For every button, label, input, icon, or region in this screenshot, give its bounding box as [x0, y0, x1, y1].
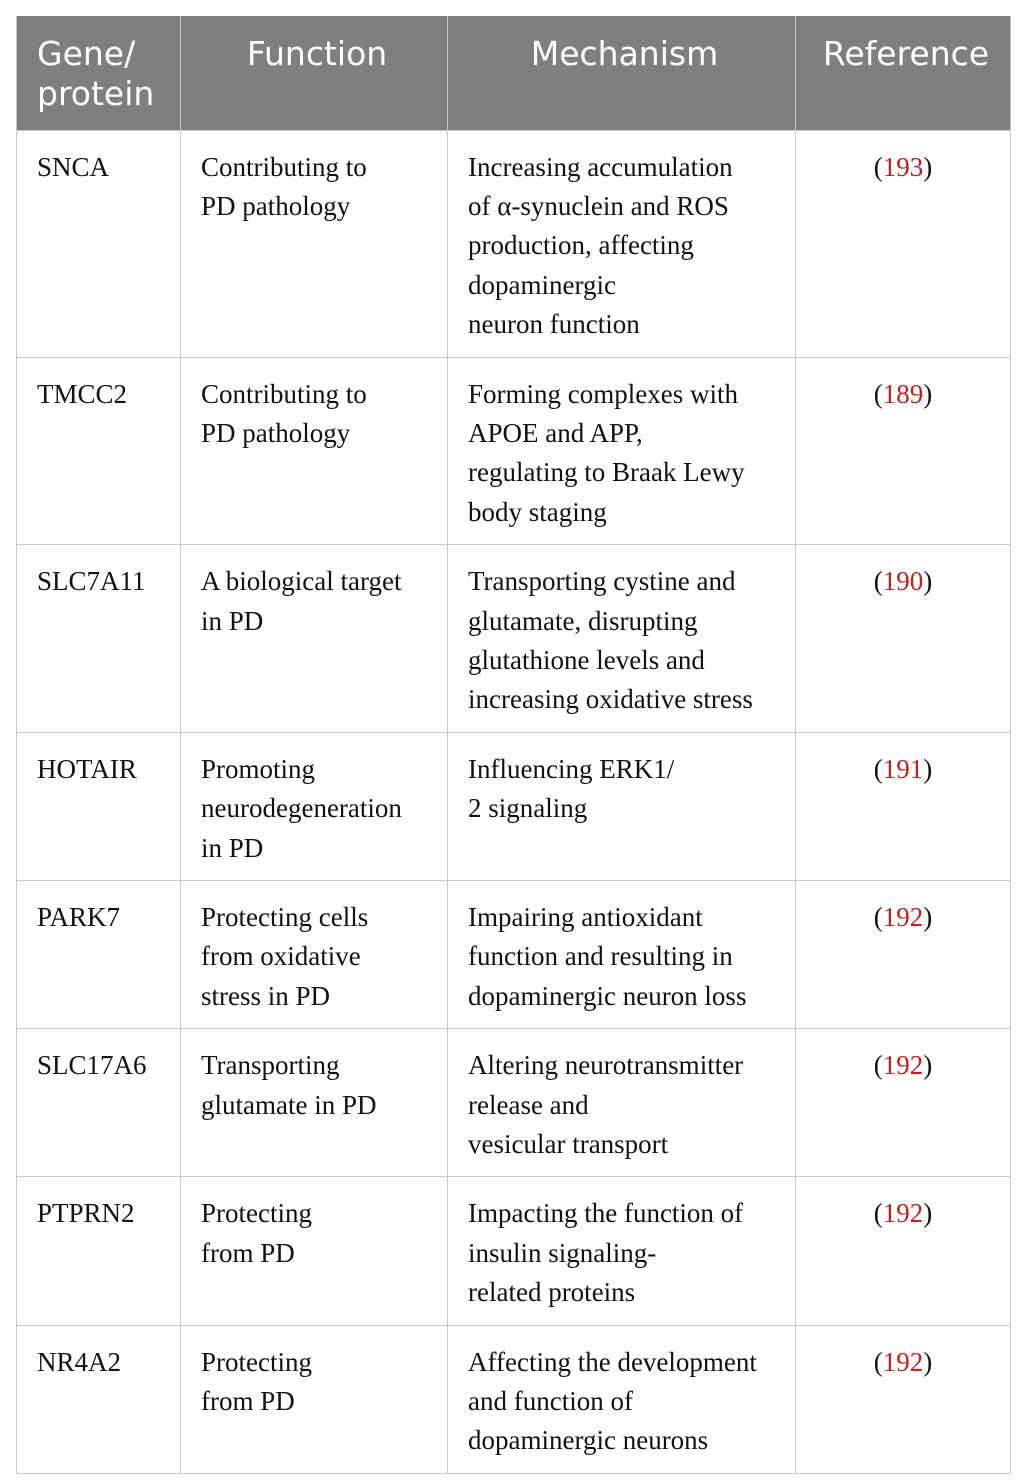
cell-gene: NR4A2	[17, 1325, 181, 1473]
header-row	[17, 16, 1011, 130]
function-line: neurodegeneration	[201, 793, 402, 824]
mechanism-line: glutamate, disrupting	[468, 605, 698, 636]
cell-reference	[796, 1177, 1011, 1325]
reference-open-paren: (	[873, 1050, 883, 1081]
mechanism-line: Influencing ERK1/	[468, 753, 675, 784]
cell-gene: PTPRN2	[17, 1177, 181, 1325]
mechanism-line: APOE and APP,	[468, 417, 643, 448]
table-row	[17, 130, 1011, 357]
mechanism-line: dopaminergic neuron loss	[468, 980, 747, 1011]
function-line: Transporting	[201, 1050, 340, 1081]
cell-reference	[796, 357, 1011, 545]
cell-function	[181, 732, 448, 880]
table-row	[17, 545, 1011, 733]
reference-open-paren: (	[873, 566, 883, 597]
cell-function	[181, 1029, 448, 1177]
cell-mechanism	[448, 545, 796, 733]
reference-close-paren: )	[923, 1050, 933, 1081]
header-function: Function	[181, 16, 448, 130]
reference-close-paren: )	[923, 902, 933, 932]
header-gene-line-2: protein	[37, 74, 155, 113]
function-line: in PD	[201, 605, 264, 636]
reference-link[interactable]: 192	[882, 1050, 924, 1081]
mechanism-line: glutathione levels and	[468, 644, 705, 675]
mechanism-line: of α-synuclein and ROS	[468, 190, 729, 221]
mechanism-line: Transporting cystine and	[468, 566, 736, 597]
function-line: from PD	[201, 1237, 295, 1268]
table-header	[17, 16, 1011, 130]
mechanism-line: related proteins	[468, 1277, 636, 1308]
mechanism-line: and function of	[468, 1386, 633, 1417]
gene-protein-table	[16, 16, 1011, 1474]
mechanism-line: regulating to Braak Lewy	[468, 457, 745, 488]
function-line: Contributing to	[201, 378, 367, 409]
cell-gene: PARK7	[17, 881, 181, 1029]
table-row	[17, 881, 1011, 1029]
mechanism-line: 2 signaling	[468, 793, 588, 824]
cell-reference	[796, 881, 1011, 1029]
cell-function	[181, 545, 448, 733]
reference-close-paren: )	[923, 378, 933, 409]
function-line: A biological target	[201, 566, 402, 597]
cell-function	[181, 881, 448, 1029]
cell-reference	[796, 1325, 1011, 1473]
reference-open-paren: (	[873, 1198, 883, 1229]
function-line: glutamate in PD	[201, 1089, 377, 1120]
cell-gene: SLC7A11	[17, 545, 181, 733]
reference-link[interactable]: 191	[882, 753, 924, 784]
mechanism-line: insulin signaling-	[468, 1237, 657, 1268]
mechanism-line: Forming complexes with	[468, 378, 738, 409]
mechanism-line: function and resulting in	[468, 941, 733, 972]
cell-reference	[796, 545, 1011, 733]
header-gene-protein	[17, 16, 181, 130]
table-row	[17, 1177, 1011, 1325]
mechanism-line: Affecting the development	[468, 1346, 757, 1377]
cell-mechanism	[448, 732, 796, 880]
cell-mechanism	[448, 881, 796, 1029]
table-row	[17, 732, 1011, 880]
reference-link[interactable]: 192	[882, 902, 924, 932]
reference-close-paren: )	[923, 566, 933, 597]
table-body	[17, 130, 1011, 1473]
cell-reference	[796, 732, 1011, 880]
mechanism-line: release and	[468, 1089, 589, 1120]
mechanism-line: dopaminergic	[468, 269, 616, 300]
cell-function	[181, 1325, 448, 1473]
function-line: in PD	[201, 832, 264, 863]
mechanism-line: neuron function	[468, 309, 640, 340]
mechanism-line: body staging	[468, 496, 607, 527]
cell-reference	[796, 130, 1011, 357]
function-line: Protecting cells	[201, 902, 369, 932]
reference-link[interactable]: 193	[882, 151, 924, 182]
mechanism-line: vesicular transport	[468, 1129, 669, 1160]
cell-reference	[796, 1029, 1011, 1177]
mechanism-line: Increasing accumulation	[468, 151, 733, 182]
cell-mechanism	[448, 1029, 796, 1177]
cell-mechanism	[448, 130, 796, 357]
cell-gene: SNCA	[17, 130, 181, 357]
cell-function	[181, 1177, 448, 1325]
function-line: Promoting	[201, 753, 316, 784]
header-reference: Reference	[796, 16, 1011, 130]
reference-link[interactable]: 189	[882, 378, 924, 409]
reference-open-paren: (	[873, 1346, 883, 1377]
cell-mechanism	[448, 1177, 796, 1325]
function-line: from oxidative	[201, 941, 361, 972]
reference-open-paren: (	[873, 902, 883, 932]
mechanism-line: Altering neurotransmitter	[468, 1050, 744, 1081]
table-row	[17, 1325, 1011, 1473]
function-line: stress in PD	[201, 980, 331, 1011]
cell-gene: SLC17A6	[17, 1029, 181, 1177]
function-line: Protecting	[201, 1198, 312, 1229]
function-line: from PD	[201, 1386, 295, 1417]
reference-close-paren: )	[923, 1198, 933, 1229]
cell-function	[181, 130, 448, 357]
table-row	[17, 1029, 1011, 1177]
table-row	[17, 357, 1011, 545]
mechanism-line: dopaminergic neurons	[468, 1425, 709, 1456]
cell-gene: HOTAIR	[17, 732, 181, 880]
mechanism-line: production, affecting	[468, 230, 694, 261]
cell-mechanism	[448, 357, 796, 545]
reference-close-paren: )	[923, 151, 933, 182]
function-line: PD pathology	[201, 190, 351, 221]
reference-close-paren: )	[923, 753, 933, 784]
reference-open-paren: (	[873, 151, 883, 182]
cell-mechanism	[448, 1325, 796, 1473]
function-line: Contributing to	[201, 151, 367, 182]
mechanism-line: increasing oxidative stress	[468, 684, 753, 715]
header-mechanism: Mechanism	[448, 16, 796, 130]
reference-open-paren: (	[873, 378, 883, 409]
reference-open-paren: (	[873, 753, 883, 784]
mechanism-line: Impairing antioxidant	[468, 902, 703, 932]
header-gene-line-1: Gene/	[37, 34, 136, 73]
function-line: PD pathology	[201, 417, 351, 448]
reference-link[interactable]: 192	[882, 1198, 924, 1229]
reference-link[interactable]: 190	[882, 566, 924, 597]
cell-function	[181, 357, 448, 545]
function-line: Protecting	[201, 1346, 312, 1377]
cell-gene: TMCC2	[17, 357, 181, 545]
reference-close-paren: )	[923, 1346, 933, 1377]
mechanism-line: Impacting the function of	[468, 1198, 744, 1229]
reference-link[interactable]: 192	[882, 1346, 924, 1377]
